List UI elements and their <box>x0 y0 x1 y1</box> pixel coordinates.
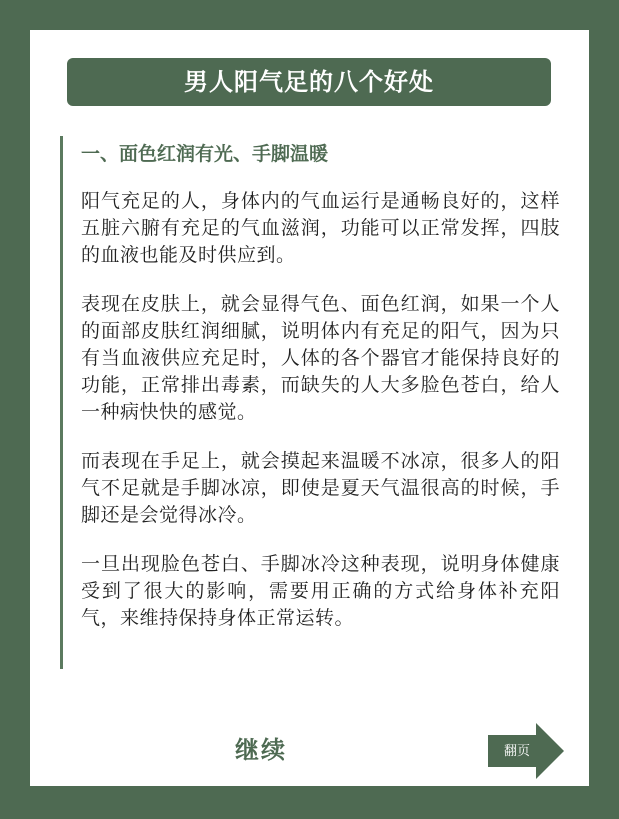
page-title: 男人阳气足的八个好处 <box>67 58 551 106</box>
paragraph-3: 而表现在手足上，就会摸起来温暖不冰凉，很多人的阳气不足就是手脚冰凉，即使是夏天气温很高的时候，手脚还是会觉得冰冷。 <box>81 450 560 526</box>
continue-label: 继续 <box>235 736 287 764</box>
section-heading: 一、面色红润有光、手脚温暖 <box>81 143 329 165</box>
next-page-label: 翻页 <box>504 743 531 758</box>
content-card <box>30 30 589 786</box>
next-page-button[interactable] <box>488 723 566 779</box>
article-section <box>60 136 560 669</box>
paragraph-1: 阳气充足的人，身体内的气血运行是通畅良好的，这样五脏六腑有充足的气血滋润，功能可以正常发挥，四肢的血液也能及时供应到。 <box>81 190 560 266</box>
paragraph-2: 表现在皮肤上，就会显得气色、面色红润，如果一个人的面部皮肤红润细腻，说明体内有充足的阳气，因为只有当血液供应充足时，人体的各个器官才能保持良好的功能，正常排出毒素，而缺失的人大多脸色苍白，给人一种病快快的感觉。 <box>81 293 560 423</box>
paragraph-4: 一旦出现脸色苍白、手脚冰冷这种表现，说明身体健康受到了很大的影响，需要用正确的方式给身体补充阳气，来维持保持身体正常运转。 <box>81 553 560 629</box>
